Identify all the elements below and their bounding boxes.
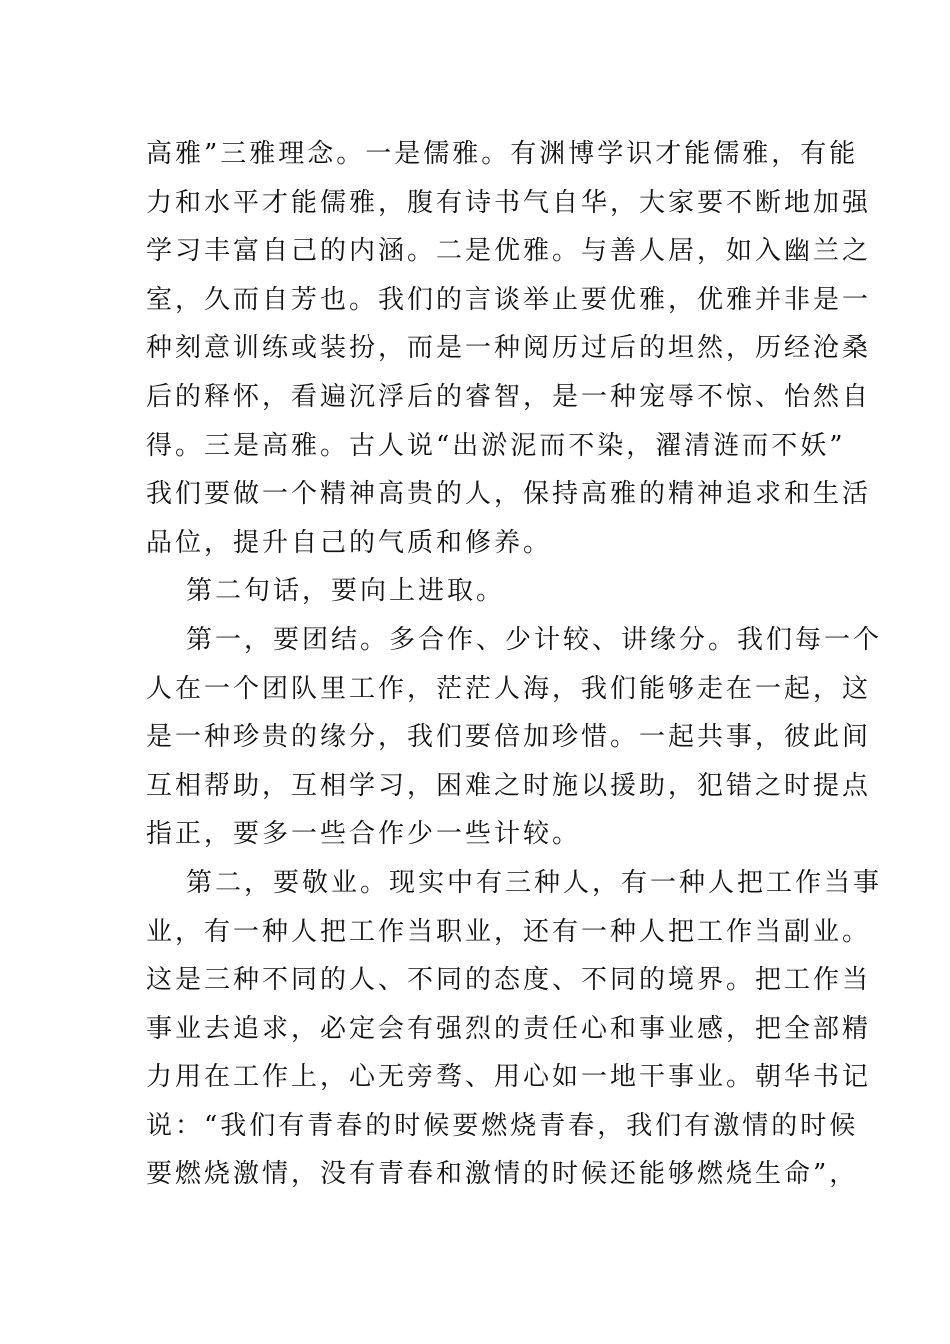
text-line: 力用在工作上，心无旁骛、用心如一地干事业。朝华书记 (146, 1062, 872, 1093)
text-line: 室，久而自芳也。我们的言谈举止要优雅，优雅并非是一 (146, 284, 872, 315)
text-line: 第一，要团结。多合作、少计较、讲缘分。我们每一个 (186, 624, 883, 655)
section-heading: 第二句话，要向上进取。 (186, 576, 506, 607)
text-line: 说：“我们有青春的时候要燃烧青春，我们有激情的时候 (146, 1110, 859, 1141)
text-line: 指正，要多一些合作少一些计较。 (146, 819, 582, 850)
text-line: 是一种珍贵的缘分，我们要倍加珍惜。一起共事，彼此间 (146, 722, 872, 753)
text-line: 业，有一种人把工作当职业，还有一种人把工作当副业。 (146, 916, 872, 947)
text-line: 我们要做一个精神高贵的人，保持高雅的精神追求和生活 (146, 479, 872, 510)
text-line: 学习丰富自己的内涵。二是优雅。与善人居，如入幽兰之 (146, 236, 872, 267)
text-line: 得。三是高雅。古人说“出淤泥而不染，濯清涟而不妖” (146, 430, 846, 461)
text-line: 这是三种不同的人、不同的态度、不同的境界。把工作当 (146, 965, 872, 996)
text-line: 品位，提升自己的气质和修养。 (146, 527, 553, 558)
text-line: 互相帮助，互相学习，困难之时施以援助，犯错之时提点 (146, 770, 872, 801)
text-line: 高雅”三雅理念。一是儒雅。有渊博学识才能儒雅，有能 (146, 139, 859, 169)
text-line: 第二，要敬业。现实中有三种人，有一种人把工作当事 (186, 867, 883, 898)
text-line: 要燃烧激情，没有青春和激情的时候还能够燃烧生命”， (146, 1159, 859, 1190)
text-line: 种刻意训练或装扮，而是一种阅历过后的坦然，历经沧桑 (146, 333, 872, 364)
text-line: 人在一个团队里工作，茫茫人海，我们能够走在一起，这 (146, 673, 872, 704)
text-line: 事业去追求，必定会有强烈的责任心和事业感，把全部精 (146, 1013, 872, 1044)
text-line: 后的释怀，看遍沉浮后的睿智，是一种宠辱不惊、怡然自 (146, 381, 872, 412)
text-line: 力和水平才能儒雅，腹有诗书气自华，大家要不断地加强 (146, 187, 872, 218)
document-body (146, 130, 883, 1199)
